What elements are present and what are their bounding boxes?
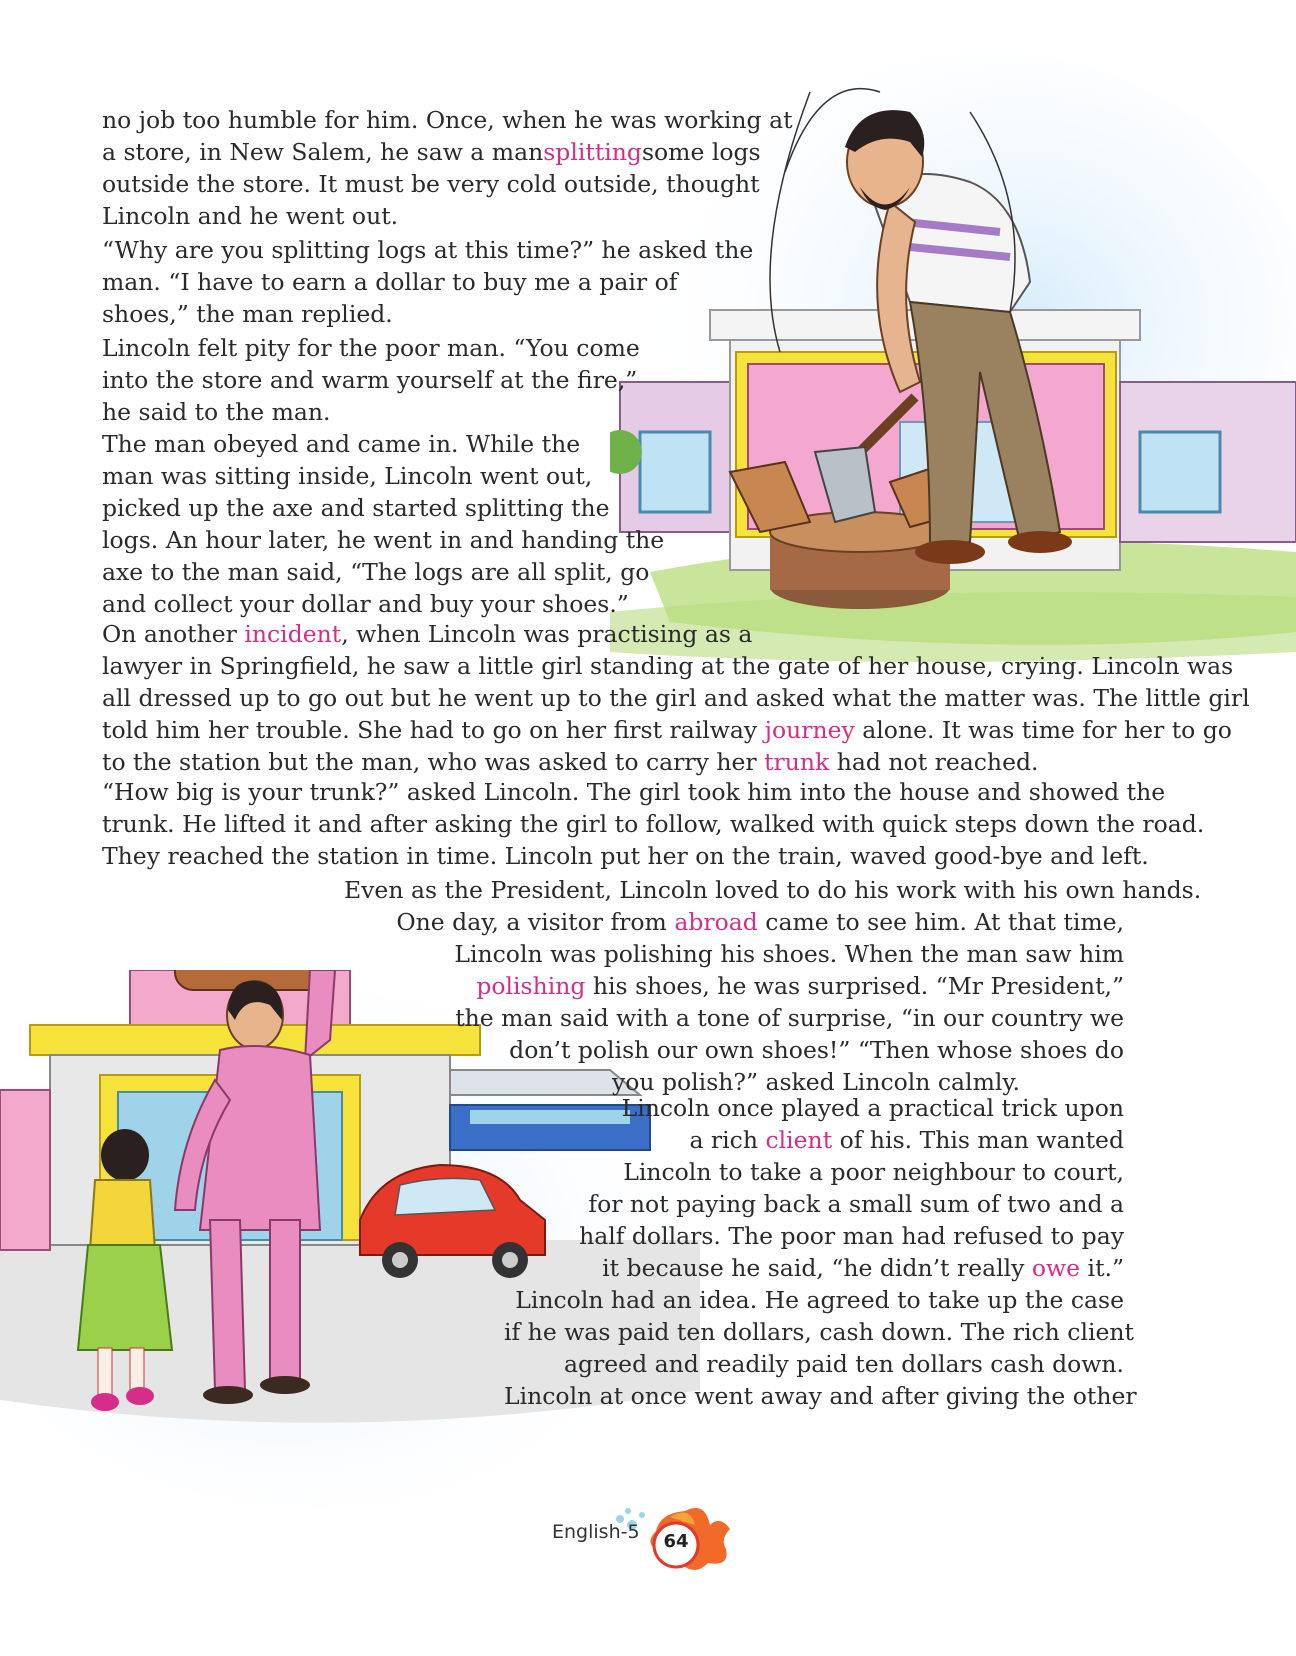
- line: to the station but the man, who was asked to carry her trunk had not reached.: [102, 748, 1039, 776]
- line: Lincoln to take a poor neighbour to court,: [623, 1158, 1124, 1186]
- highlight-word: trunk: [764, 748, 830, 776]
- paragraph-springfield: [102, 618, 1250, 778]
- line: axe to the man said, “The logs are all split, go: [102, 558, 650, 586]
- highlight-word: journey: [764, 716, 855, 744]
- highlight-word: abroad: [674, 908, 758, 936]
- line: Even as the President, Lincoln loved to do his work with his own hands.: [344, 876, 1202, 904]
- line: outside the store. It must be very cold outside, thought: [102, 170, 760, 198]
- line: he said to the man.: [102, 398, 331, 426]
- line: told him her trouble. She had to go on her first railway journey alone. It was time for her to go: [102, 716, 1232, 744]
- line: agreed and readily paid ten dollars cash down.: [563, 1350, 1124, 1378]
- paragraph-practical-trick: [504, 1092, 1137, 1412]
- paragraph-trunk: [102, 776, 1205, 872]
- line: “Why are you splitting logs at this time?” he asked the: [102, 236, 754, 264]
- line: logs. An hour later, he went in and handing the: [102, 526, 665, 554]
- paragraph-new-salem: [102, 104, 793, 232]
- line: One day, a visitor from abroad came to see him. At that time,: [396, 908, 1124, 936]
- line: shoes,” the man replied.: [102, 300, 393, 328]
- line: you polish?” asked Lincoln calmly.: [611, 1068, 1020, 1096]
- line: all dressed up to go out but he went up to the girl and asked what the matter was. The little girl: [102, 684, 1250, 712]
- line: if he was paid ten dollars, cash down. The rich client: [504, 1318, 1134, 1346]
- line: Lincoln and he went out.: [102, 202, 399, 230]
- highlight-word: incident: [244, 620, 342, 648]
- line: They reached the station in time. Lincoln put her on the train, waved good-bye and left.: [102, 842, 1149, 870]
- paragraph-man-obeyed: [102, 428, 665, 620]
- line: the man said with a tone of surprise, “in our country we: [455, 1004, 1124, 1032]
- line: Lincoln had an idea. He agreed to take up the case: [515, 1286, 1124, 1314]
- line: “How big is your trunk?” asked Lincoln. The girl took him into the house and showed the: [102, 778, 1166, 806]
- highlight-word: polishing: [476, 972, 586, 1000]
- line: and collect your dollar and buy your shoes.”: [102, 590, 629, 618]
- paragraph-splitting-logs: [102, 234, 754, 330]
- line: Lincoln once played a practical trick upon: [621, 1094, 1124, 1122]
- line: lawyer in Springfield, he saw a little girl standing at the gate of her house, crying. Lincoln was: [102, 652, 1234, 680]
- line: no job too humble for him. Once, when he was working at: [102, 106, 793, 134]
- line: polishing his shoes, he was surprised. “Mr President,”: [476, 972, 1124, 1000]
- highlight-word: splitting: [543, 138, 642, 166]
- line: into the store and warm yourself at the fire,”: [102, 366, 638, 394]
- line: trunk. He lifted it and after asking the girl to follow, walked with quick steps down the road.: [102, 810, 1205, 838]
- line: Lincoln felt pity for the poor man. “You come: [102, 334, 640, 362]
- line: man was sitting inside, Lincoln went out,: [102, 462, 593, 490]
- highlight-word: client: [765, 1126, 833, 1154]
- line: Lincoln at once went away and after giving the other: [504, 1382, 1137, 1410]
- line: man. “I have to earn a dollar to buy me a pair of: [102, 268, 678, 296]
- page-footer: [520, 1505, 780, 1585]
- line: don’t polish our own shoes!” “Then whose shoes do: [509, 1036, 1124, 1064]
- line: for not paying back a small sum of two and a: [588, 1190, 1124, 1218]
- line: half dollars. The poor man had refused to pay: [579, 1222, 1124, 1250]
- paragraph-president: [344, 874, 1202, 1098]
- paragraph-pity: [102, 332, 640, 428]
- line: Lincoln was polishing his shoes. When the man saw him: [454, 940, 1124, 968]
- highlight-word: owe: [1031, 1254, 1081, 1282]
- line: a store, in New Salem, he saw a man splitting some logs: [102, 138, 761, 166]
- page-number: 64: [663, 1531, 689, 1552]
- line: it because he said, “he didn’t really owe it.”: [602, 1254, 1124, 1282]
- line: On another incident, when Lincoln was practising as a: [102, 620, 753, 648]
- line: picked up the axe and started splitting the: [102, 494, 610, 522]
- line: The man obeyed and came in. While the: [102, 430, 581, 458]
- page-number-splash-icon: [520, 1505, 780, 1585]
- book-title: English-5: [552, 1521, 640, 1543]
- line: a rich client of his. This man wanted: [689, 1126, 1124, 1154]
